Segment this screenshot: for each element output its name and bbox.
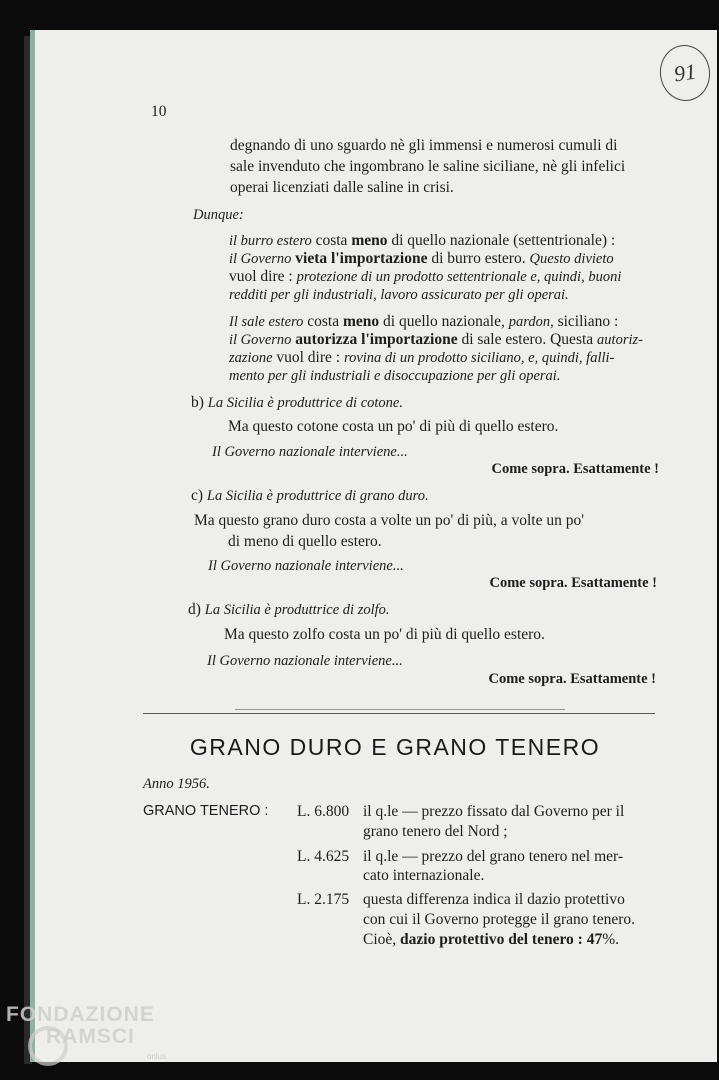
item-c-gov: Il Governo nazionale interviene...	[208, 558, 404, 574]
sale-line-4: mento per gli industriali e disoccupazione per gli operai.	[229, 368, 561, 384]
sale-line-1: Il sale estero costa meno di quello nazionale, pardon, siciliano :	[229, 313, 619, 330]
page-number: 10	[151, 103, 167, 120]
intro-line-3: operai licenziati dalle saline in crisi.	[230, 179, 454, 196]
item-c-header: c) La Sicilia è produttrice di grano duro.	[191, 487, 429, 504]
anno-label: Anno 1956.	[143, 776, 210, 792]
burro-line-1: il burro estero costa meno di quello nazionale (settentrionale) :	[229, 232, 616, 249]
section-divider-accent	[235, 709, 565, 710]
sale-line-2: il Governo autorizza l'importazione di sale estero. Questa autoriz-	[229, 331, 643, 348]
item-c-body-2: di meno di quello estero.	[228, 533, 382, 550]
grano-row-1-line-1: il q.le — prezzo fissato dal Governo per il	[363, 803, 625, 820]
item-b-header: b) La Sicilia è produttrice di cotone.	[191, 394, 403, 411]
grano-row-3-amount: L. 2.175	[297, 891, 350, 908]
grano-row-2-amount: L. 4.625	[297, 848, 350, 865]
item-d-header: d) La Sicilia è produttrice di zolfo.	[188, 601, 390, 618]
burro-line-2: il Governo vieta l'importazione di burro estero. Questo divieto	[229, 250, 614, 267]
grano-final-line: Cioè, dazio protettivo del tenero : 47%.	[363, 931, 620, 948]
grano-row-3-line-2: con cui il Governo protegge il grano tenero.	[363, 911, 636, 928]
item-b-body: Ma questo cotone costa un po' di più di quello estero.	[228, 418, 559, 435]
grano-row-2-line-1: il q.le — prezzo del grano tenero nel mer-	[363, 848, 624, 865]
item-d-gov: Il Governo nazionale interviene...	[207, 653, 403, 669]
grano-row-1-line-2: grano tenero del Nord ;	[363, 823, 508, 840]
item-d-conclusion: Come sopra. Esattamente !	[488, 671, 656, 687]
dunque-label: Dunque:	[193, 207, 244, 223]
watermark-line-3: onlus	[147, 1052, 167, 1061]
section-title: GRANO DURO E GRANO TENERO	[189, 734, 601, 760]
item-c-body-1: Ma questo grano duro costa a volte un po' di più, a volte un po'	[194, 512, 584, 529]
burro-line-3: vuol dire : protezione di un prodotto settentrionale e, quindi, buoni	[229, 268, 622, 285]
grano-row-1-amount: L. 6.800	[297, 803, 350, 820]
watermark-line-2: RAMSCI	[46, 1025, 135, 1048]
section-divider	[143, 713, 655, 714]
grano-row-2-line-2: cato internazionale.	[363, 867, 485, 884]
item-c-conclusion: Come sopra. Esattamente !	[489, 575, 657, 591]
archive-stamp: 91	[656, 42, 713, 104]
sale-line-3: zazione vuol dire : rovina di un prodotto siciliano, e, quindi, falli-	[229, 349, 615, 366]
grano-tenero-label: GRANO TENERO :	[143, 803, 269, 819]
watermark-line-1: FONDAZIONE	[6, 1003, 155, 1026]
burro-line-4: redditi per gli industriali, lavoro assicurato per gli operai.	[229, 287, 569, 303]
item-d-body: Ma questo zolfo costa un po' di più di quello estero.	[224, 626, 545, 643]
item-b-conclusion: Come sopra. Esattamente !	[491, 461, 659, 477]
intro-line-2: sale invenduto che ingombrano le saline siciliane, nè gli infelici	[230, 158, 626, 175]
intro-line-1: degnando di uno sguardo nè gli immensi e numerosi cumuli di	[230, 137, 618, 154]
grano-row-3-line-1: questa differenza indica il dazio protettivo	[363, 891, 625, 908]
item-b-gov: Il Governo nazionale interviene...	[212, 444, 408, 460]
